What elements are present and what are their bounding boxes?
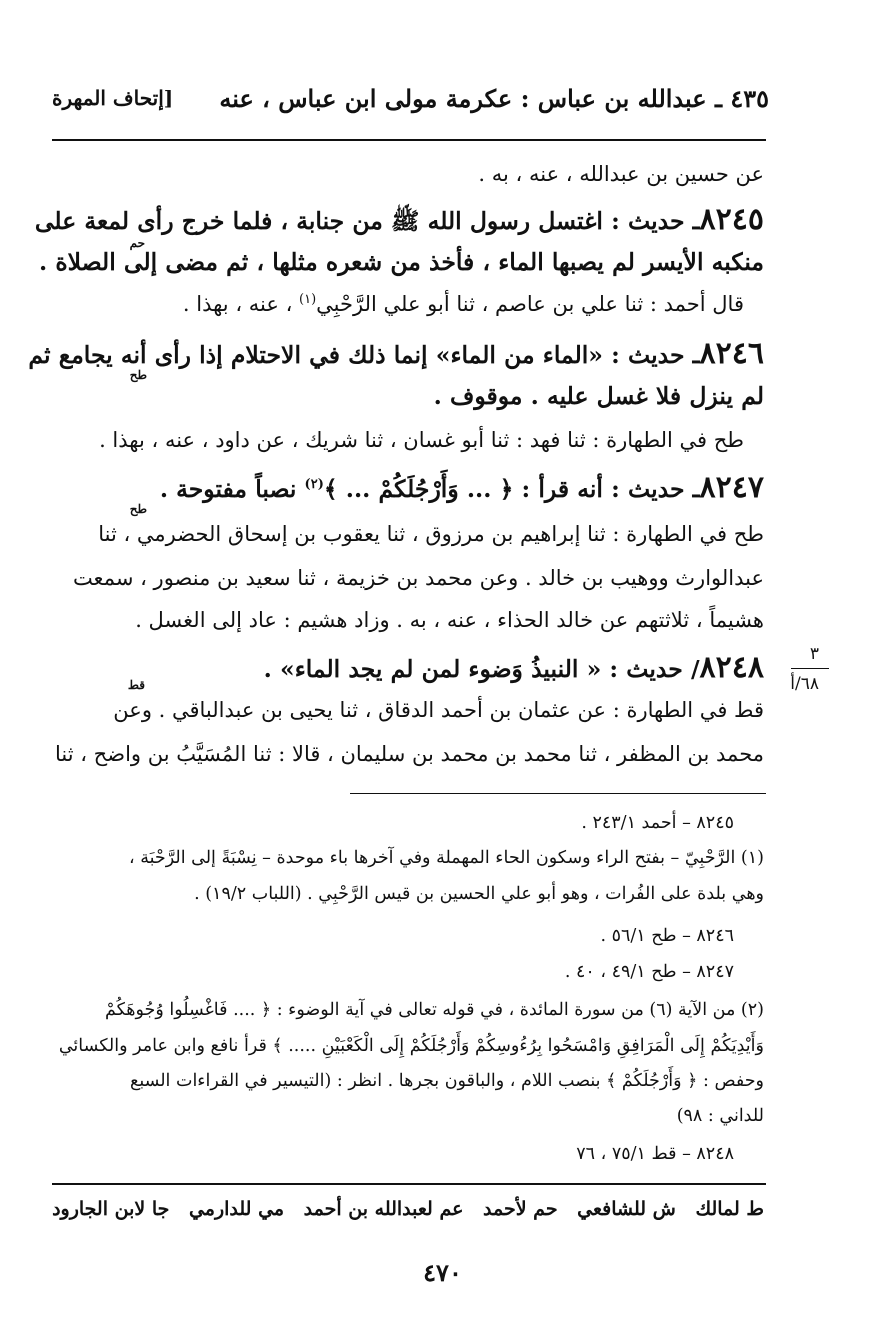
footnote-line: (٢) من الآية (٦) من سورة المائدة ، في قوله تعالى في آية الوضوء : ﴿ .... فَاغْسِلُوا وُجُوهَكُمْ	[104, 1000, 764, 1020]
hadith-8246-heading	[28, 336, 764, 371]
margin-note-folio: ٦٨/أ	[790, 674, 819, 694]
footnote-line: ٨٢٤٧ – طح ٤٩/١ ، ٤٠ .	[564, 962, 734, 982]
footnote-line: وهي بلدة على الفُرات ، وهو أبو علي الحسين بن قيس الرَّحْبِي . (اللباب ١٩/٢) .	[194, 884, 764, 904]
abbreviation-item: عم لعبدالله بن أحمد	[303, 1198, 464, 1220]
footnote-rule	[350, 793, 766, 794]
continuation-line: عن حسين بن عبدالله ، عنه ، به .	[478, 162, 764, 186]
footnote-line: ٨٢٤٦ – طح ٥٦/١ .	[600, 926, 734, 946]
running-header-book: [إتحاف المهرة	[52, 86, 174, 110]
abbreviation-item: ط لمالك	[695, 1198, 764, 1220]
footnote-line: ٨٢٤٨ – قط ٧٥/١ ، ٧٦	[576, 1144, 734, 1164]
isnad-line	[52, 292, 744, 316]
footnote-line: وَأَيْدِيَكُمْ إِلَى الْمَرَافِقِ وَامْسَحُوا بِرُءُوسِكُمْ وَأَرْجُلَكُمْ إِلَى الْكَعْبَيْنِ ..... ﴾ قرأ نافع وابن عامر والكسائي	[58, 1036, 764, 1056]
isnad-line: طح في الطهارة : ثنا إبراهيم بن مرزوق ، ثنا يعقوب بن إسحاق الحضرمي ، ثنا	[98, 522, 764, 546]
source-symbol: حم	[129, 236, 145, 250]
hadith-text: ـ حديث : اغتسل رسول الله ﷺ من جنابة ، فلما خرج رأى لمعة على	[34, 207, 700, 235]
footnote-line: ٨٢٤٥ – أحمد ٢٤٣/١ .	[581, 813, 734, 833]
page-number: ٤٧٠	[423, 1258, 462, 1287]
margin-note-top: ٣	[809, 644, 819, 664]
hadith-number: ٨٢٤٨	[699, 650, 764, 685]
isnad-text-end: ، عنه ، بهذا .	[182, 292, 300, 316]
hadith-text: ـ حديث : «الماء من الماء» إنما ذلك في الاحتلام إذا رأى أنه يجامع ثم	[28, 341, 700, 369]
isnad-line: عبدالوارث ووهيب بن خالد . وعن محمد بن خزيمة ، ثنا سعيد بن منصور ، سمعت	[72, 566, 764, 590]
isnad-text: قال أحمد : ثنا علي بن عاصم ، ثنا أبو علي الرَّحْبِي	[316, 292, 744, 316]
hadith-text-continued: لم ينزل فلا غسل عليه . موقوف .	[433, 382, 764, 410]
hadith-8245-heading	[34, 202, 764, 241]
source-symbol: طح	[129, 502, 147, 516]
margin-note-rule	[791, 668, 829, 669]
hadith-8247-heading	[52, 470, 764, 505]
hadith-number: ٨٢٤٦	[699, 336, 764, 371]
header-rule	[52, 139, 766, 141]
abbreviation-item: مي للدارمي	[188, 1198, 285, 1220]
abbreviation-item: ش للشافعي	[577, 1198, 676, 1220]
hadith-text: / حديث : « النبيذُ وَضوء لمن لم يجد الماء» .	[263, 655, 700, 683]
hadith-8248-heading	[52, 650, 764, 685]
abbreviation-item: جا لابن الجارود	[52, 1198, 170, 1220]
footnote-line: للداني : ٩٨)	[676, 1106, 764, 1126]
legend-rule	[52, 1183, 766, 1185]
isnad-line: هشيماً ، ثلاثتهم عن خالد الحذاء ، عنه ، به . وزاد هشيم : عاد إلى الغسل .	[135, 608, 764, 632]
isnad-line: قط في الطهارة : عن عثمان بن أحمد الدقاق ، ثنا يحيى بن عبدالباقي . وعن	[113, 698, 764, 722]
footnote-ref[interactable]: (٢)	[304, 477, 324, 493]
hadith-number: ٨٢٤٥	[699, 202, 764, 237]
hadith-text-end: نصباً مفتوحة .	[159, 475, 305, 503]
abbreviation-legend	[52, 1198, 764, 1220]
footnote-line: (١) الرَّحْبِيّ – بفتح الراء وسكون الحاء المهملة وفي آخرها باء موحدة – نِسْبَةً إلى الرَّحْبَة ،	[129, 848, 764, 868]
isnad-line: طح في الطهارة : ثنا فهد : ثنا أبو غسان ، ثنا شريك ، عن داود ، عنه ، بهذا .	[99, 428, 744, 452]
hadith-number: ٨٢٤٧	[699, 470, 764, 505]
running-header-title: ٤٣٥ ـ عبدالله بن عباس : عكرمة مولى ابن عباس ، عنه	[219, 84, 769, 113]
isnad-line: محمد بن المظفر ، ثنا محمد بن محمد بن سليمان ، قالا : ثنا المُسَيَّبُ بن واضح ، ثنا	[54, 742, 764, 766]
source-symbol: طح	[129, 368, 147, 382]
hadith-text: ـ حديث : أنه قرأ : ﴿ ... وَأَرْجُلَكُمْ ... ﴾	[323, 475, 700, 503]
hadith-text-continued: منكبه الأيسر لم يصبها الماء ، فأخذ من شعره مثلها ، ثم مضى إلى الصلاة .	[38, 248, 764, 276]
abbreviation-item: حم لأحمد	[483, 1198, 558, 1220]
source-symbol: قط	[127, 678, 145, 692]
footnote-line: وحفص : ﴿ وَأَرْجُلَكُمْ ﴾ بنصب اللام ، والباقون بجرها . انظر : (التيسير في القراءات السبع	[130, 1071, 764, 1091]
footnote-ref[interactable]: (١)	[299, 292, 317, 307]
